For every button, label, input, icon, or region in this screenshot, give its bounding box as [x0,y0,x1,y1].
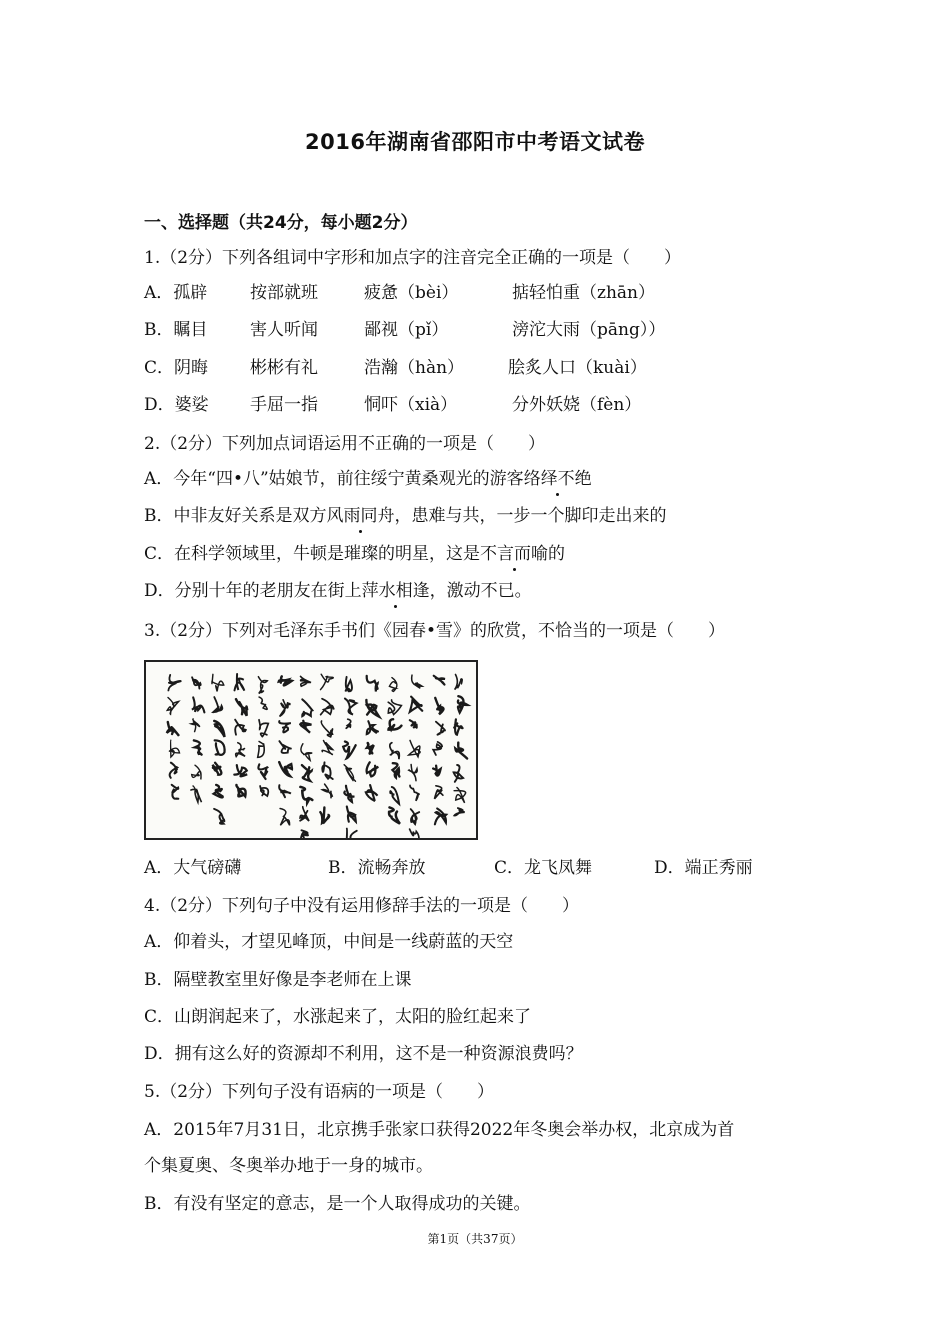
brush-stroke [344,786,354,802]
question-2-option-a: A．今年“四•八”姑娘节，前往绥宁黄桑观光的游客络绎不绝 [144,469,592,489]
question-4-option-c: C．山朗润起来了，水涨起来了，太阳的脸红起来了 [144,1007,532,1027]
brush-stroke [213,697,222,712]
brush-stroke [367,721,378,734]
brush-stroke [214,785,223,798]
brush-stroke [321,674,334,689]
page-title: 2016年湖南省邵阳市中考语文试卷 [305,130,645,154]
section-heading: 一、选择题（共24分，每小题2分） [144,213,418,233]
brush-stroke [214,721,224,737]
brush-stroke [258,764,267,779]
brush-stroke [192,765,201,779]
brush-stroke [367,743,374,753]
brush-stroke [167,698,178,715]
dotted-phrase: 不言而喻 [480,544,549,564]
brush-stroke [192,677,201,688]
dotted-phrase: 风雨同舟 [326,506,395,526]
brush-stroke [280,809,290,826]
brush-stroke [258,677,267,694]
brush-stroke [214,809,224,824]
brush-stroke [346,719,351,728]
brush-stroke [279,721,291,732]
brush-stroke [454,765,464,782]
brush-stroke [345,677,352,692]
brush-stroke [192,697,205,712]
brush-stroke [388,700,401,715]
brush-stroke [366,785,378,801]
brush-stroke [455,743,467,759]
brush-stroke [320,808,329,824]
brush-stroke [390,787,399,804]
brush-stroke [167,722,179,736]
brush-stroke [389,719,402,730]
brush-stroke [367,676,378,692]
brush-stroke [343,742,356,759]
brush-stroke [258,742,265,758]
brush-stroke [436,722,445,735]
brush-stroke [236,785,245,796]
question-5-option-a-line1: A．2015年7月31日，北京携手张家口获得2022年冬奥会举办权，北京成为首 [144,1120,735,1140]
exam-page: 2016年湖南省邵阳市中考语文试卷 一、选择题（共24分，每小题2分） 1.（2分）下列各组词中字形和加点字的注音完全正确的一项是（ ） A．孤辟 按部就班 疲惫（bèi） 掂轻怕重（zhān） B．瞩目 害人听闻 鄙视（pǐ） 滂沱大雨（pāng）） C．阴晦 彬彬有礼 浩瀚（hàn） 脍炙人口（kuài） D．婆娑 手屈一指 恫吓（xià） 分外妖娆（fèn） 2.（2分）下列加点词语运用不正确的一项是（ ） A．今年“四•八”姑娘节，前往绥宁黄桑观光的游客络绎不绝 B．中非友好关系是双方风雨同舟，患难与共，一步一个脚印走出来的 C．在科学领域里，牛顿是璀璨的明星，这是不言而喻的 D．分别十年的老朋友在街上萍水相逢，激动不已。 3.（2分）下列对毛泽东手书们《园春•雪》的欣赏，不恰当的一项是（ ） A．大气磅礴 B．流畅奔放 C．龙飞凤舞 D．端正秀丽 4.（2分）下列句子中没有运用修辞手法的一项是（ ） A．仰着头，才望见峰顶，中间是一线蔚蓝的天空 B．隔壁教室里好像是李老师在上课 C．山朗润起来了，水涨起来了，太阳的脸红起来了 D．拥有这么好的资源却不利用，这不是一种资源浪费吗？ 5.（2分）下列句子没有语病的一项是（ ） A．2015年7月31日，北京携手张家口获得2022年冬奥会举办权，北京成为首 个集夏奥、冬奥举办地于一身的城市。 B．有没有坚定的意志，是一个人取得成功的关键。 第1页（共37页） [0,0,950,1344]
question-2-option-b: B．中非友好关系是双方风雨同舟，患难与共，一步一个脚印走出来的 [144,506,667,526]
question-4-option-d: D．拥有这么好的资源却不利用，这不是一种资源浪费吗？ [144,1044,583,1064]
brush-stroke [235,674,245,691]
brush-stroke [344,765,355,782]
brush-stroke [168,675,180,691]
brush-stroke [260,786,268,796]
brush-stroke [301,744,312,761]
question-3-stem: 3.（2分）下列对毛泽东手书们《园春•雪》的欣赏，不恰当的一项是（ ） [144,621,726,641]
brush-stroke [191,719,199,732]
brush-stroke [259,697,267,709]
brush-stroke [389,678,396,692]
question-4-option-a: A．仰着头，才望见峰顶，中间是一线蔚蓝的天空 [144,932,514,952]
brush-stroke [390,743,400,760]
dotted-phrase: 络绎不绝 [523,469,592,489]
brush-stroke [279,741,291,753]
question-2-option-d: D．分别十年的老朋友在街上萍水相逢，激动不已。 [144,581,532,601]
page-footer: 第1页（共37页） [427,1232,523,1246]
brush-stroke [410,697,423,712]
brush-stroke [279,676,292,685]
brush-stroke [410,829,420,838]
brush-stroke [236,699,247,716]
brush-stroke [259,720,268,737]
brush-stroke [322,784,332,798]
question-2-stem: 2.（2分）下列加点词语运用不正确的一项是（ ） [144,434,546,454]
brush-stroke [215,740,225,754]
brush-stroke [234,765,247,776]
brush-stroke [347,807,356,822]
brush-stroke [321,721,332,737]
brush-stroke [410,785,419,800]
brush-stroke [300,787,312,803]
brush-stroke [235,720,246,735]
brush-stroke [236,743,245,757]
calligraphy-image [144,660,478,840]
question-5-option-a-line2: 个集夏奥、冬奥举办地于一身的城市。 [144,1156,433,1176]
question-5-option-b: B．有没有坚定的意志，是一个人取得成功的关键。 [144,1194,531,1214]
brush-stroke [172,785,179,799]
question-2-option-c: C．在科学领域里，牛顿是璀璨的明星，这是不言而喻的 [144,544,566,564]
brush-stroke [455,675,463,690]
brush-stroke [191,786,202,802]
brush-stroke [434,676,445,685]
brush-stroke [194,740,202,754]
brush-stroke [393,763,400,777]
brush-stroke [409,740,420,756]
brush-stroke [347,829,357,838]
brush-stroke [458,696,467,712]
brush-stroke [302,765,312,781]
brush-stroke [435,698,443,715]
question-4-stem: 4.（2分）下列句子中没有运用修辞手法的一项是（ ） [144,896,580,916]
calligraphy-strokes [146,662,476,838]
brush-stroke [280,700,290,717]
question-1-stem: 1.（2分）下列各组词中字形和加点字的注音完全正确的一项是（ ） [144,248,682,268]
dotted-phrase: 萍水相逢 [361,581,430,601]
brush-stroke [411,809,420,824]
brush-stroke [301,676,312,686]
brush-stroke [409,765,417,781]
brush-stroke [279,785,291,797]
brush-stroke [345,699,357,715]
brush-stroke [170,763,178,778]
brush-stroke [300,807,310,821]
question-5-stem: 5.（2分）下列句子没有语病的一项是（ ） [144,1082,495,1102]
brush-stroke [433,742,442,755]
brush-stroke [279,762,292,776]
brush-stroke [433,766,441,776]
brush-stroke [412,675,422,688]
brush-stroke [213,763,222,775]
brush-stroke [212,674,224,691]
brush-stroke [322,741,333,755]
brush-stroke [367,762,379,776]
brush-stroke [300,830,308,838]
brush-stroke [410,720,417,727]
brush-stroke [454,788,466,803]
question-4-option-b: B．隔壁教室里好像是李老师在上课 [144,970,412,990]
brush-stroke [322,762,332,779]
brush-stroke [321,699,334,715]
brush-stroke [300,721,311,733]
brush-stroke [454,808,464,815]
brush-stroke [435,809,446,825]
brush-stroke [454,719,462,734]
brush-stroke [302,699,312,716]
brush-stroke [435,786,443,799]
brush-stroke [169,740,179,757]
brush-stroke [389,807,400,823]
brush-stroke [366,700,379,717]
